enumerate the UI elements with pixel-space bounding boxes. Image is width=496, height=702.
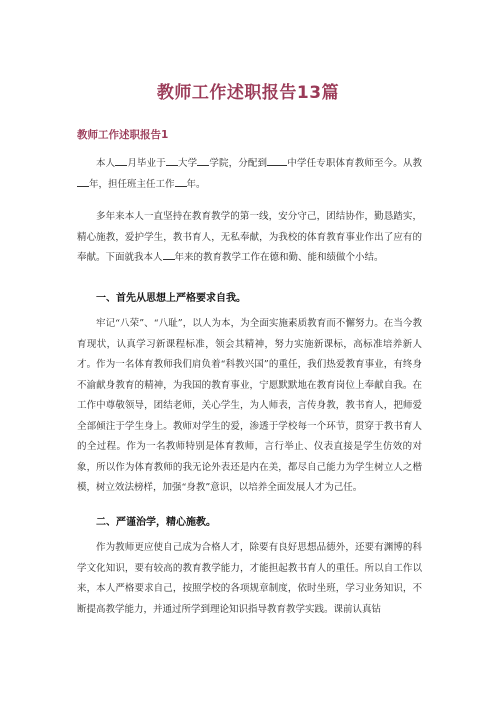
- document-title: 教师工作述职报告13篇: [156, 83, 340, 103]
- paragraph-4: 作为教师更应使自己成为合格人才，除要有良好思想品德外，还要有渊博的科学文化知识，要有较高的教育教学能力，才能担起教书育人的重任。所以自工作以来，本人严格要求自己，按照学校的各项规章制度，依时坐班，学习业务知识，不断提高教学能力，并通过所学到理论知识指导教育教学实践。课前认真钻: [77, 542, 422, 615]
- paragraph-2-text-a: 多年来本人一直坚持在教育教学的第一线，安分守己，团结协作，勤恳踏实，精心施教，爱护学生，教书育人，无私奉献，为我校的体育教育事业作出了应有的奉献。下面就我本人: [77, 211, 422, 263]
- paragraph-2: [77, 207, 422, 269]
- intro-text-3: 大学: [177, 158, 198, 169]
- intro-text-7: 年。: [186, 178, 206, 190]
- paragraph-2-text-b: 年来的教育教学工作在德和勤、能和绩做个小结。: [174, 252, 384, 263]
- blank-line: [163, 249, 175, 260]
- intro-text-2: 月毕业于: [127, 158, 166, 169]
- blank-line: [175, 176, 187, 187]
- intro-text-1: 本人: [96, 158, 116, 169]
- heading-2: 二、严谨治学，精心施教。: [96, 517, 216, 528]
- section-title: 教师工作述职报告1: [77, 129, 169, 141]
- blank-line: [267, 155, 287, 166]
- blank-line: [77, 176, 89, 187]
- intro-paragraph: [77, 154, 422, 195]
- heading-1: 一、首先从思想上严格要求自我。: [96, 293, 246, 304]
- paragraph-3: 牢记“八荣”、“八耻”，以人为本，为全面实施素质教育而不懈努力。在当今教育现状，认真学习新课程标准，领会其精神，努力实施新课标，高标准培养新人才。作为一名体育教师我们肩负着“科教兴国”的重任，我们热爱教育事业，有终身不渝献身教育的精神，为我国的教育事业，宁愿默默地在教育岗位上奉献自我。在工作中尊敬领导，团结老师，关心学生，为人师表，言传身教，教书育人，把师爱全部倾注于学生身上。教师对学生的爱，渗透于学校每一个环节，贯穿于教书育人的全过程。作为一名教师特别是体育教师，言行举止、仪表直接是学生仿效的对象，所以作为体育教师的我无论外表还是内在美，都尽自己能力为学生树立人之楷模，树立效法榜样，加强“身教”意识，以培养全面发展人才为己任。: [77, 318, 422, 493]
- intro-text-5: 中学任专职体育教师至今。从教: [287, 158, 422, 169]
- intro-text-4: 学院，分配到: [209, 158, 268, 169]
- blank-line: [197, 155, 209, 166]
- blank-line: [115, 155, 127, 166]
- intro-text-6: 年，担任班主任工作: [89, 178, 175, 190]
- blank-line: [166, 155, 178, 166]
